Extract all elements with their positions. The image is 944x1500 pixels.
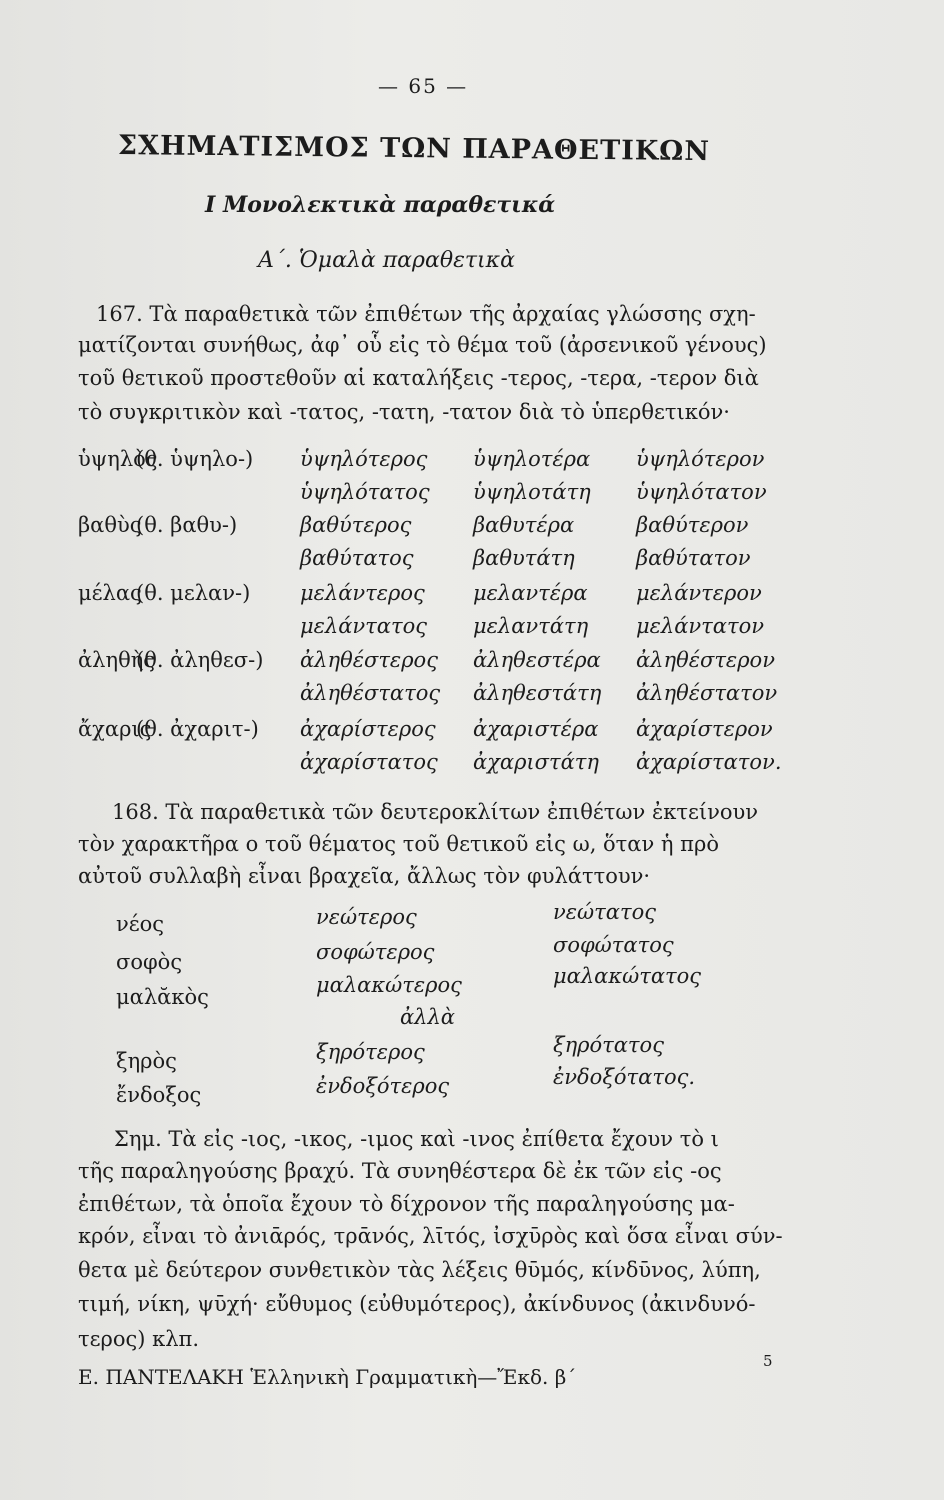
page-number: — 65 — <box>378 74 469 98</box>
superlative-m: ἀληθέστατος <box>300 681 441 705</box>
superlative-m: μελάντατος <box>300 614 427 638</box>
paragraph-168-line-2: τὸν χαρακτῆρα ο τοῦ θέματος τοῦ θετικοῦ εἰς ω, ὅταν ἡ πρὸ <box>78 832 719 856</box>
positive-form: μαλᾰκὸς <box>116 985 209 1009</box>
comparative-n: ἀληθέστερον <box>636 648 775 672</box>
note-line-5: θετα μὲ δεύτερον συνθετικὸν τὰς λέξεις θῡμός, κίνδῡνος, λύπη, <box>78 1258 761 1282</box>
comparative-form: σοφώτερος <box>316 940 435 964</box>
comparative-m: ἀχαρίστερος <box>300 717 436 741</box>
note-line-7: τερος) κλπ. <box>78 1327 200 1351</box>
stem: (θ. ἀχαριτ-) <box>136 717 259 741</box>
paragraph-167-line-2: ματίζονται συνήθως, ἀφ᾽ οὗ εἰς τὸ θέμα τοῦ (ἀρσενικοῦ γένους) <box>78 333 767 357</box>
superlative-form: νεώτατος <box>553 900 656 924</box>
stem: (θ. βαθυ-) <box>136 513 238 537</box>
positive-form: ἔνδοξος <box>116 1083 202 1107</box>
subsection-subtitle: Α΄. Ὁμαλὰ παραθετικὰ <box>258 248 515 273</box>
positive-form: ἄχαρις <box>78 717 152 741</box>
superlative-n: ἀχαρίστατον. <box>636 750 782 774</box>
superlative-n: μελάντατον <box>636 614 764 638</box>
superlative-form: ξηρότατος <box>553 1033 664 1057</box>
note-line-3: ἐπιθέτων, τὰ ὁποῖα ἔχουν τὸ δίχρονον τῆς παραληγούσης μα- <box>78 1192 735 1216</box>
positive-form: μέλας <box>78 581 142 605</box>
stem: (θ. ὑψηλο-) <box>136 447 254 471</box>
comparative-m: μελάντερος <box>300 581 425 605</box>
comparative-f: ὑψηλοτέρα <box>473 447 591 471</box>
subsection-title: Ι Μονολεκτικὰ παραθετικά <box>205 192 556 218</box>
comparative-f: βαθυτέρα <box>473 513 575 537</box>
note-line-1: Σημ. Τὰ εἰς -ιος, -ικος, -ιμος καὶ -ινος ἐπίθετα ἔχουν τὸ ι <box>114 1127 719 1151</box>
note-line-4: κρόν, εἶναι τὸ ἀνιᾱρός, τρᾱνός, λῑτός, ἰσχῡρὸς καὶ ὅσα εἶναι σύν- <box>78 1224 783 1248</box>
footer-signature: Ε. ΠΑΝΤΕΛΑΚΗ Ἑλληνικὴ Γραμματικὴ—Ἔκδ. β΄ <box>78 1365 577 1389</box>
comparative-f: ἀχαριστέρα <box>473 717 599 741</box>
paragraph-167-line-3: τοῦ θετικοῦ προστεθοῦν αἱ καταλήξεις -τερος, -τερα, -τερον διὰ <box>78 366 759 390</box>
printer-signature-mark: 5 <box>763 1352 773 1370</box>
section-title: ΣΧΗΜΑΤΙΣΜΟΣ ΤΩΝ ΠΑΡΑΘΕΤΙΚΩΝ <box>117 130 711 168</box>
comparative-n: ὑψηλότερον <box>636 447 765 471</box>
comparative-f: ἀληθεστέρα <box>473 648 601 672</box>
note-line-2: τῆς παραληγούσης βραχύ. Τὰ συνηθέστερα δὲ ἐκ τῶν εἰς -ος <box>78 1159 722 1183</box>
superlative-f: μελαντάτη <box>473 614 589 638</box>
positive-form: σοφὸς <box>116 950 183 974</box>
stem: (θ. ἀληθεσ-) <box>136 648 264 672</box>
comparative-m: βαθύτερος <box>300 513 412 537</box>
comparative-m: ὑψηλότερος <box>300 447 428 471</box>
superlative-n: ὑψηλότατον <box>636 480 767 504</box>
superlative-m: ὑψηλότατος <box>300 480 430 504</box>
comparative-n: βαθύτερον <box>636 513 749 537</box>
superlative-form: σοφώτατος <box>553 933 674 957</box>
superlative-f: ἀληθεστάτη <box>473 681 602 705</box>
superlative-f: ὑψηλοτάτη <box>473 480 591 504</box>
comparative-f: μελαντέρα <box>473 581 588 605</box>
paragraph-168-line-3: αὐτοῦ συλλαβὴ εἶναι βραχεῖα, ἄλλως τὸν φυλάττουν· <box>78 864 651 888</box>
paragraph-167-line-4: τὸ συγκριτικὸν καὶ -τατος, -τατη, -τατον διὰ τὸ ὑπερθετικόν· <box>78 400 730 424</box>
superlative-m: βαθύτατος <box>300 546 414 570</box>
superlative-m: ἀχαρίστατος <box>300 750 438 774</box>
superlative-f: βαθυτάτη <box>473 546 575 570</box>
positive-form: ξηρὸς <box>116 1049 177 1073</box>
comparative-form: νεώτερος <box>316 905 417 929</box>
superlative-f: ἀχαριστάτη <box>473 750 599 774</box>
note-line-6: τιμή, νίκη, ψῡχή· εὔθυμος (εὐθυμότερος), ἀκίνδυνος (ἀκινδυνό- <box>78 1292 756 1316</box>
comparative-n: μελάντερον <box>636 581 762 605</box>
stem: (θ. μελαν-) <box>136 581 251 605</box>
superlative-n: ἀληθέστατον <box>636 681 778 705</box>
superlative-form: μαλακώτατος <box>553 964 702 988</box>
conjunction-alla: ἀλλὰ <box>400 1005 455 1029</box>
positive-form: ὑψηλὸς <box>78 447 158 471</box>
positive-form: νέος <box>116 912 165 936</box>
paragraph-168-line-1: 168. Τὰ παραθετικὰ τῶν δευτεροκλίτων ἐπιθέτων ἐκτείνουν <box>112 800 759 824</box>
comparative-form: ἐνδοξότερος <box>316 1074 450 1098</box>
comparative-m: ἀληθέστερος <box>300 648 438 672</box>
positive-form: βαθὺς <box>78 513 142 537</box>
superlative-form: ἐνδοξότατος. <box>553 1065 696 1089</box>
comparative-form: μαλακώτερος <box>316 973 462 997</box>
comparative-n: ἀχαρίστερον <box>636 717 773 741</box>
paragraph-167-line-1: 167. Τὰ παραθετικὰ τῶν ἐπιθέτων τῆς ἀρχαίας γλώσσης σχη- <box>96 302 756 326</box>
superlative-n: βαθύτατον <box>636 546 751 570</box>
comparative-form: ξηρότερος <box>316 1040 425 1064</box>
positive-form: ἀληθὴς <box>78 648 156 672</box>
